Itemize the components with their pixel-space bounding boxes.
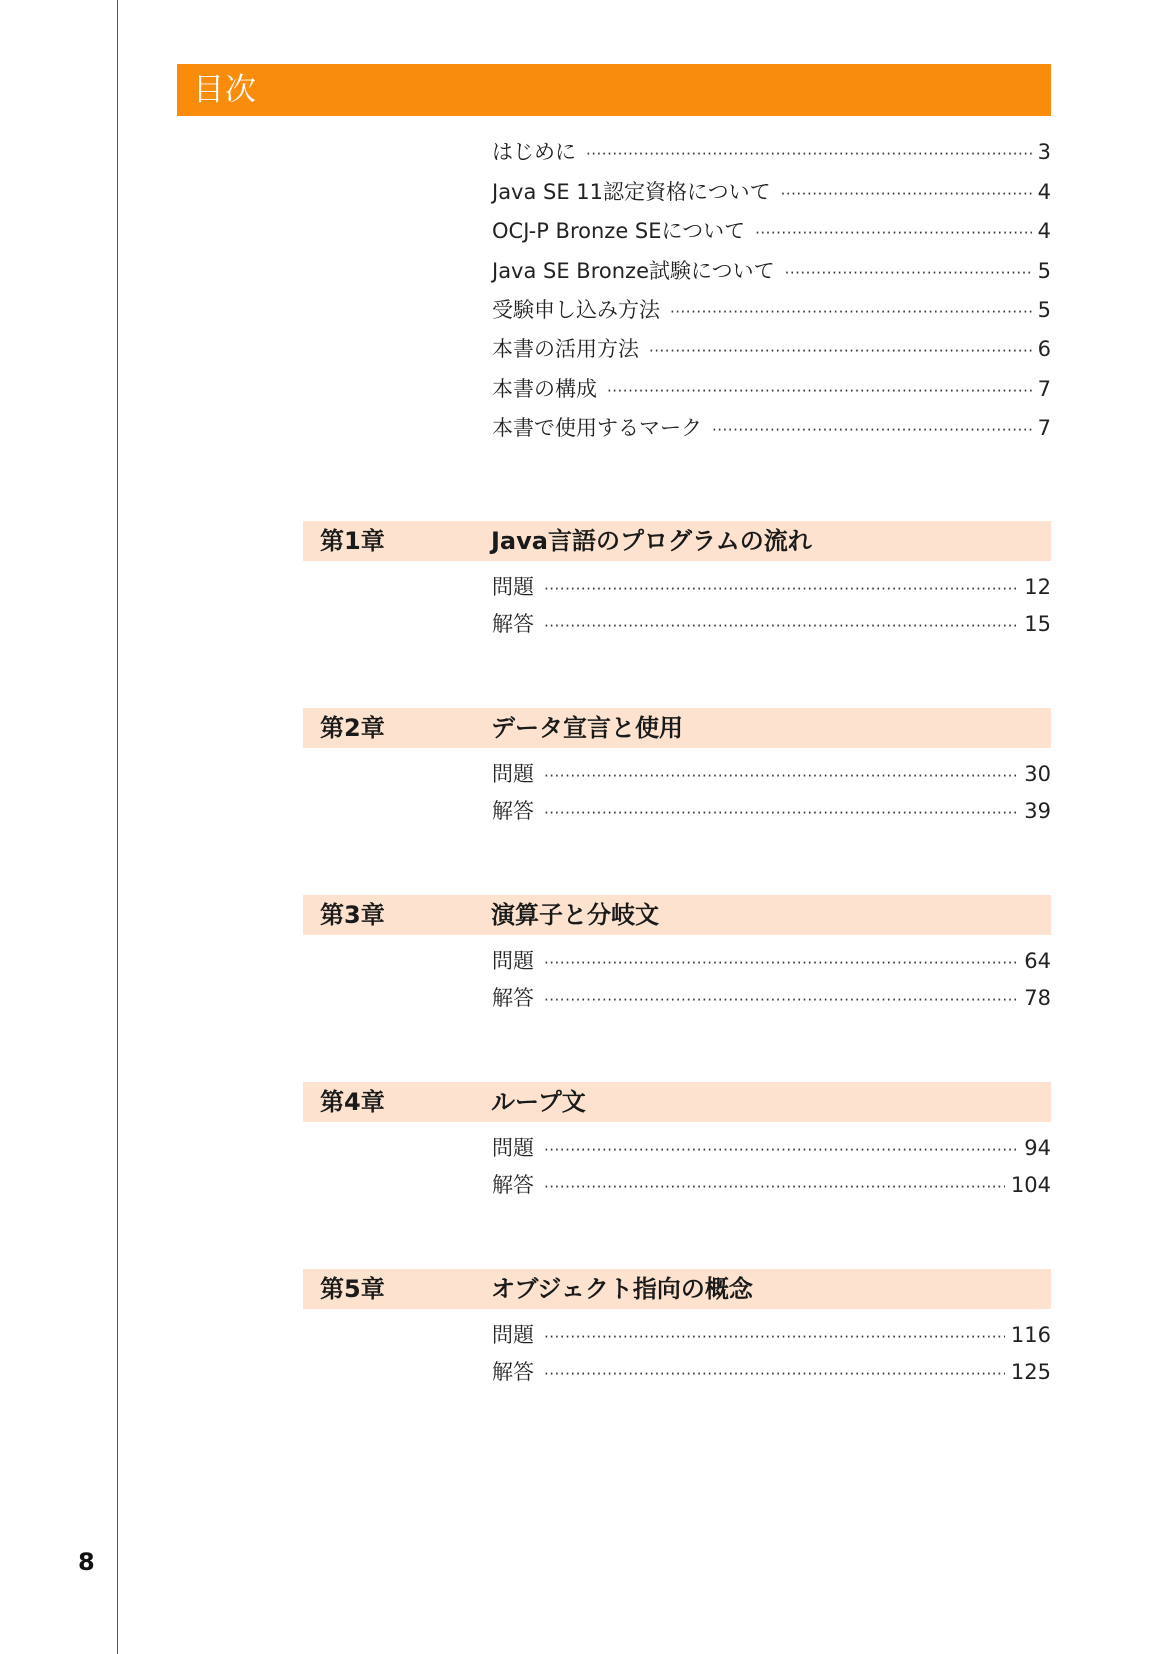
toc-entry-label: 問題: [492, 1136, 534, 1160]
toc-entry-label: 問題: [492, 949, 534, 973]
chapter-title: ループ文: [491, 1088, 586, 1116]
toc-entry-page: 94: [1024, 1136, 1051, 1160]
dot-leader: [544, 1173, 1005, 1201]
toc-entry-page: 5: [1037, 259, 1051, 283]
toc-entry-label: 解答: [492, 799, 534, 823]
chapter-heading-4[interactable]: [303, 1082, 1051, 1122]
toc-entry[interactable]: [492, 610, 1051, 640]
toc-entry[interactable]: [492, 335, 1051, 365]
toc-entry-page: 12: [1024, 575, 1051, 599]
chapter-heading-3[interactable]: [303, 895, 1051, 935]
chapter-number: 第1章: [320, 527, 385, 555]
dot-leader: [544, 612, 1018, 640]
chapter-number: 第2章: [320, 714, 385, 742]
toc-entry-label: 問題: [492, 762, 534, 786]
toc-entry-label: 本書の活用方法: [492, 337, 639, 361]
dot-leader: [781, 180, 1032, 208]
dot-leader: [544, 762, 1018, 790]
toc-entry-label: 受験申し込み方法: [492, 298, 660, 322]
toc-entry[interactable]: [492, 573, 1051, 603]
toc-entry[interactable]: [492, 138, 1051, 168]
page-number: 8: [78, 1548, 95, 1576]
toc-entry[interactable]: [492, 1358, 1051, 1388]
toc-entry[interactable]: [492, 296, 1051, 326]
toc-entry-label: 本書で使用するマーク: [492, 416, 702, 440]
dot-leader: [586, 140, 1032, 168]
dot-leader: [544, 575, 1018, 603]
dot-leader: [544, 949, 1018, 977]
dot-leader: [670, 298, 1032, 326]
toc-entry-label: 解答: [492, 612, 534, 636]
toc-header-bar: [177, 64, 1051, 116]
toc-entry[interactable]: [492, 375, 1051, 405]
chapter-title: 演算子と分岐文: [491, 901, 659, 929]
dot-leader: [712, 416, 1032, 444]
toc-entry-label: Java SE 11認定資格について: [492, 180, 771, 204]
toc-entry-label: 本書の構成: [492, 377, 597, 401]
chapter-heading-5[interactable]: [303, 1269, 1051, 1309]
toc-entry[interactable]: [492, 797, 1051, 827]
toc-entry-label: 問題: [492, 575, 534, 599]
dot-leader: [607, 377, 1032, 405]
toc-entry-label: Java SE Bronze試験について: [492, 259, 775, 283]
toc-title: 目次: [193, 72, 257, 108]
toc-entry-page: 7: [1037, 416, 1051, 440]
toc-entry[interactable]: [492, 414, 1051, 444]
toc-entry-label: 解答: [492, 1360, 534, 1384]
dot-leader: [544, 1360, 1005, 1388]
toc-entry[interactable]: [492, 217, 1051, 247]
toc-entry-page: 4: [1037, 219, 1051, 243]
chapter-number: 第5章: [320, 1275, 385, 1303]
dot-leader: [755, 219, 1032, 247]
dot-leader: [544, 986, 1018, 1014]
chapter-number: 第3章: [320, 901, 385, 929]
dot-leader: [544, 1136, 1018, 1164]
toc-entry[interactable]: [492, 947, 1051, 977]
toc-entry-page: 39: [1024, 799, 1051, 823]
toc-entry-page: 15: [1024, 612, 1051, 636]
toc-entry-page: 3: [1037, 140, 1051, 164]
dot-leader: [785, 259, 1032, 287]
toc-entry-page: 125: [1010, 1360, 1051, 1384]
toc-entry[interactable]: [492, 1134, 1051, 1164]
toc-entry-page: 78: [1024, 986, 1051, 1010]
toc-entry-page: 5: [1037, 298, 1051, 322]
chapter-title: オブジェクト指向の概念: [491, 1275, 753, 1303]
dot-leader: [544, 1323, 1005, 1351]
toc-entry-page: 7: [1037, 377, 1051, 401]
toc-entry[interactable]: [492, 257, 1051, 287]
chapter-title: Java言語のプログラムの流れ: [491, 527, 812, 555]
toc-entry-label: 解答: [492, 1173, 534, 1197]
toc-entry-page: 30: [1024, 762, 1051, 786]
toc-entry-page: 116: [1010, 1323, 1051, 1347]
chapter-number: 第4章: [320, 1088, 385, 1116]
toc-entry[interactable]: [492, 1171, 1051, 1201]
chapter-heading-2[interactable]: [303, 708, 1051, 748]
chapter-title: データ宣言と使用: [491, 714, 683, 742]
toc-entry[interactable]: [492, 178, 1051, 208]
dot-leader: [544, 799, 1018, 827]
toc-entry-page: 64: [1024, 949, 1051, 973]
toc-entry[interactable]: [492, 984, 1051, 1014]
chapter-heading-1[interactable]: [303, 521, 1051, 561]
dot-leader: [649, 337, 1032, 365]
toc-entry-page: 104: [1010, 1173, 1051, 1197]
toc-entry-page: 4: [1037, 180, 1051, 204]
toc-entry[interactable]: [492, 1321, 1051, 1351]
page-margin-rule: [117, 0, 118, 1654]
toc-entry-label: 問題: [492, 1323, 534, 1347]
toc-entry[interactable]: [492, 760, 1051, 790]
toc-entry-label: はじめに: [492, 140, 576, 164]
toc-entry-label: OCJ-P Bronze SEについて: [492, 219, 746, 243]
toc-entry-page: 6: [1037, 337, 1051, 361]
toc-entry-label: 解答: [492, 986, 534, 1010]
